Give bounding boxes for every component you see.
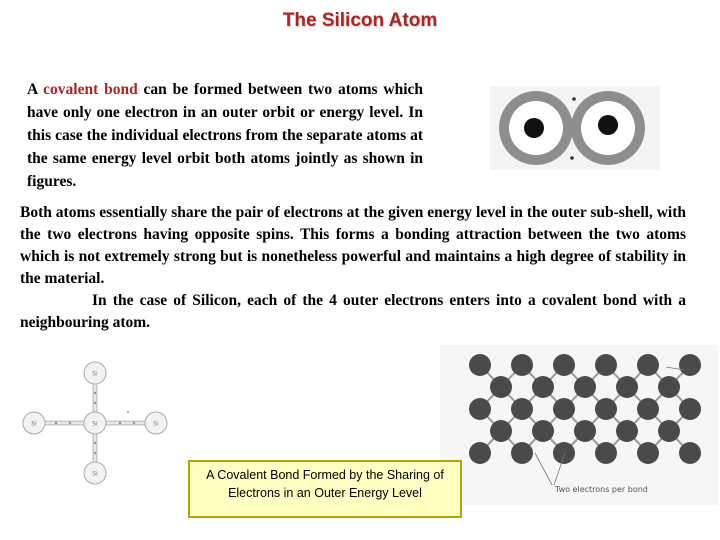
lattice-atom [679,442,701,464]
lattice-atom [658,420,680,442]
intro-text-post: can be formed between two atoms which have only one electron in an outer orbit or energy level. In this case the individual electrons from the separate atoms at the same energy level orbit both atoms jointly as shown in figures. [27,81,423,190]
lattice-atom [511,442,533,464]
lattice-atom [574,420,596,442]
page-title: The Silicon Atom [282,10,438,31]
lattice-caption: Two electrons per bond [555,485,648,494]
silicon-bond-diagram [20,355,185,495]
si-atom-top [84,362,106,384]
si-label-bottom: Si [92,470,98,478]
body-text: Both atoms essentially share the pair of electrons at the given energy level in the outer sub-shell, with the two electrons having opposite spins. This forms a bonding attraction between the two atoms which is not extremely strong but is nonetheless powerful and maintains a high degree of stability in the material. [20,204,686,287]
atom-left-nucleus [524,118,544,138]
lattice-atom [658,376,680,398]
lattice-atom [595,442,617,464]
lattice-atom [511,398,533,420]
lattice-atom [490,376,512,398]
covalent-bond-keyword: covalent bond [43,81,138,98]
lattice-atom [679,398,701,420]
si-atom-right [145,412,167,434]
lattice-atom [553,398,575,420]
lattice-atom [595,398,617,420]
lattice-si-label: Si [686,366,695,376]
lattice-atom [553,442,575,464]
si-atom-center [84,412,106,434]
si-atom-bottom [84,462,106,484]
lattice-atom [511,354,533,376]
silicon-bond-text: In the case of Silicon, each of the 4 outer electrons enters into a covalent bond with a neighbouring atom. [20,292,686,331]
lattice-atom [532,420,554,442]
si-label-top: Si [92,370,98,378]
lattice-atom [469,354,491,376]
lattice-atom [574,376,596,398]
lattice-atom [553,354,575,376]
si-label-right: Si [153,420,159,428]
si-label-center: Si [92,420,98,428]
lattice-atom [490,420,512,442]
si-atom-left [23,412,45,434]
atom-right-nucleus [598,115,618,135]
lattice-atom [469,442,491,464]
lattice-atom [637,442,659,464]
lattice-atom [637,398,659,420]
body-paragraph [20,202,686,334]
intro-paragraph [27,78,423,193]
lattice-atom [616,420,638,442]
silicon-lattice-figure [440,345,718,505]
si-label-left: Si [31,420,37,428]
figure-caption: A Covalent Bond Formed by the Sharing of Electrons in an Outer Energy Level [188,460,462,518]
intro-text-pre: A [27,81,44,98]
two-atoms-figure [490,86,660,170]
lattice-atom [637,354,659,376]
lattice-atom [595,354,617,376]
lattice-atom [616,376,638,398]
lattice-atom [532,376,554,398]
lattice-atom [469,398,491,420]
